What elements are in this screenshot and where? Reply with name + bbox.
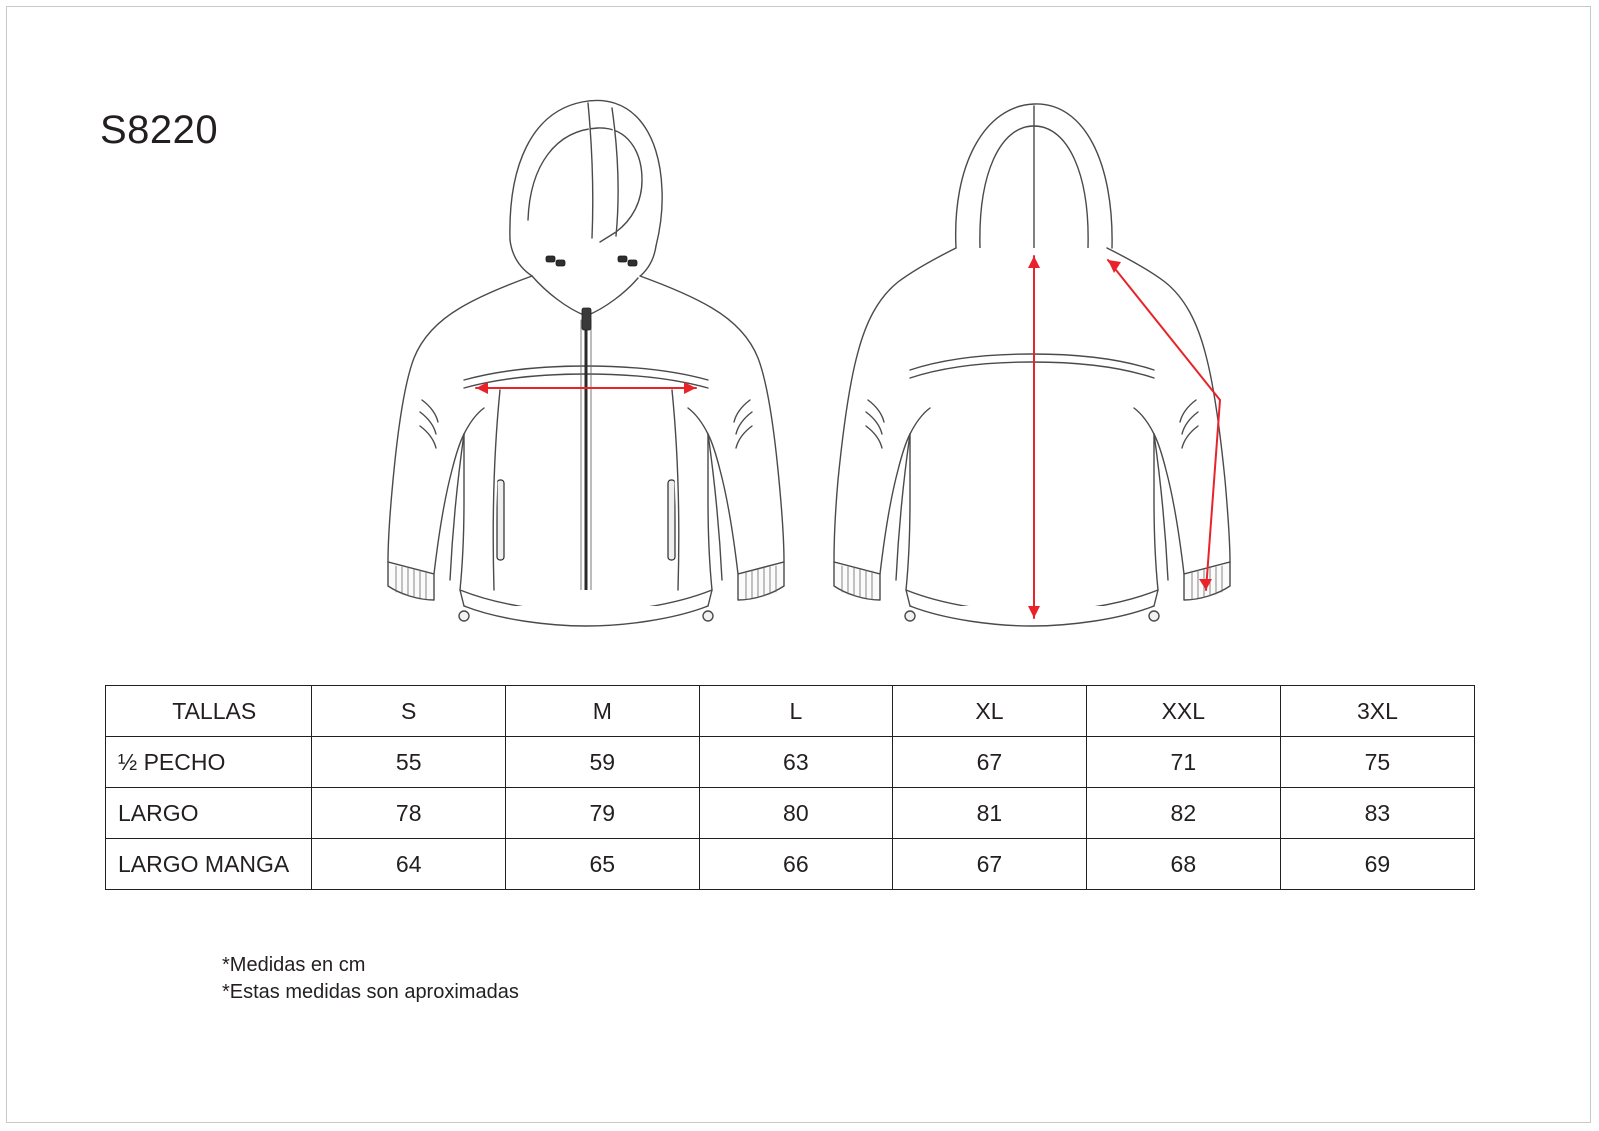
note-approximate: *Estas medidas son aproximadas	[222, 981, 519, 1003]
column-header-xl: XL	[893, 686, 1087, 737]
table-row	[106, 839, 1475, 890]
cell-half-chest-m: 59	[506, 737, 700, 788]
note-units: *Medidas en cm	[222, 954, 366, 976]
row-label-sleeve-length: LARGO MANGA	[106, 839, 312, 890]
jacket-front-technical-drawing	[388, 100, 784, 626]
table-row	[106, 737, 1475, 788]
table-header-row	[106, 686, 1475, 737]
cell-half-chest-l: 63	[699, 737, 893, 788]
column-header-xxl: XXL	[1086, 686, 1280, 737]
cell-half-chest-xxl: 71	[1086, 737, 1280, 788]
cell-half-chest-s: 55	[312, 737, 506, 788]
cell-sleeve-m: 65	[506, 839, 700, 890]
cell-half-chest-3xl: 75	[1280, 737, 1474, 788]
cell-half-chest-xl: 67	[893, 737, 1087, 788]
column-header-l: L	[699, 686, 893, 737]
notes	[222, 952, 519, 1006]
cell-sleeve-3xl: 69	[1280, 839, 1474, 890]
cell-length-s: 78	[312, 788, 506, 839]
column-header-s: S	[312, 686, 506, 737]
row-label-half-chest: ½ PECHO	[106, 737, 312, 788]
cell-length-xl: 81	[893, 788, 1087, 839]
column-header-m: M	[506, 686, 700, 737]
cell-length-3xl: 83	[1280, 788, 1474, 839]
column-header-3xl: 3XL	[1280, 686, 1474, 737]
page-title: S8220	[100, 108, 219, 152]
jacket-illustration	[360, 70, 1260, 650]
cell-length-l: 80	[699, 788, 893, 839]
column-header-sizes: TALLAS	[106, 686, 312, 737]
cell-length-xxl: 82	[1086, 788, 1280, 839]
table-row	[106, 788, 1475, 839]
cell-length-m: 79	[506, 788, 700, 839]
cell-sleeve-xxl: 68	[1086, 839, 1280, 890]
cell-sleeve-xl: 67	[893, 839, 1087, 890]
row-label-length: LARGO	[106, 788, 312, 839]
cell-sleeve-s: 64	[312, 839, 506, 890]
jacket-back-technical-drawing	[834, 104, 1230, 626]
size-chart-table	[105, 685, 1475, 890]
cell-sleeve-l: 66	[699, 839, 893, 890]
